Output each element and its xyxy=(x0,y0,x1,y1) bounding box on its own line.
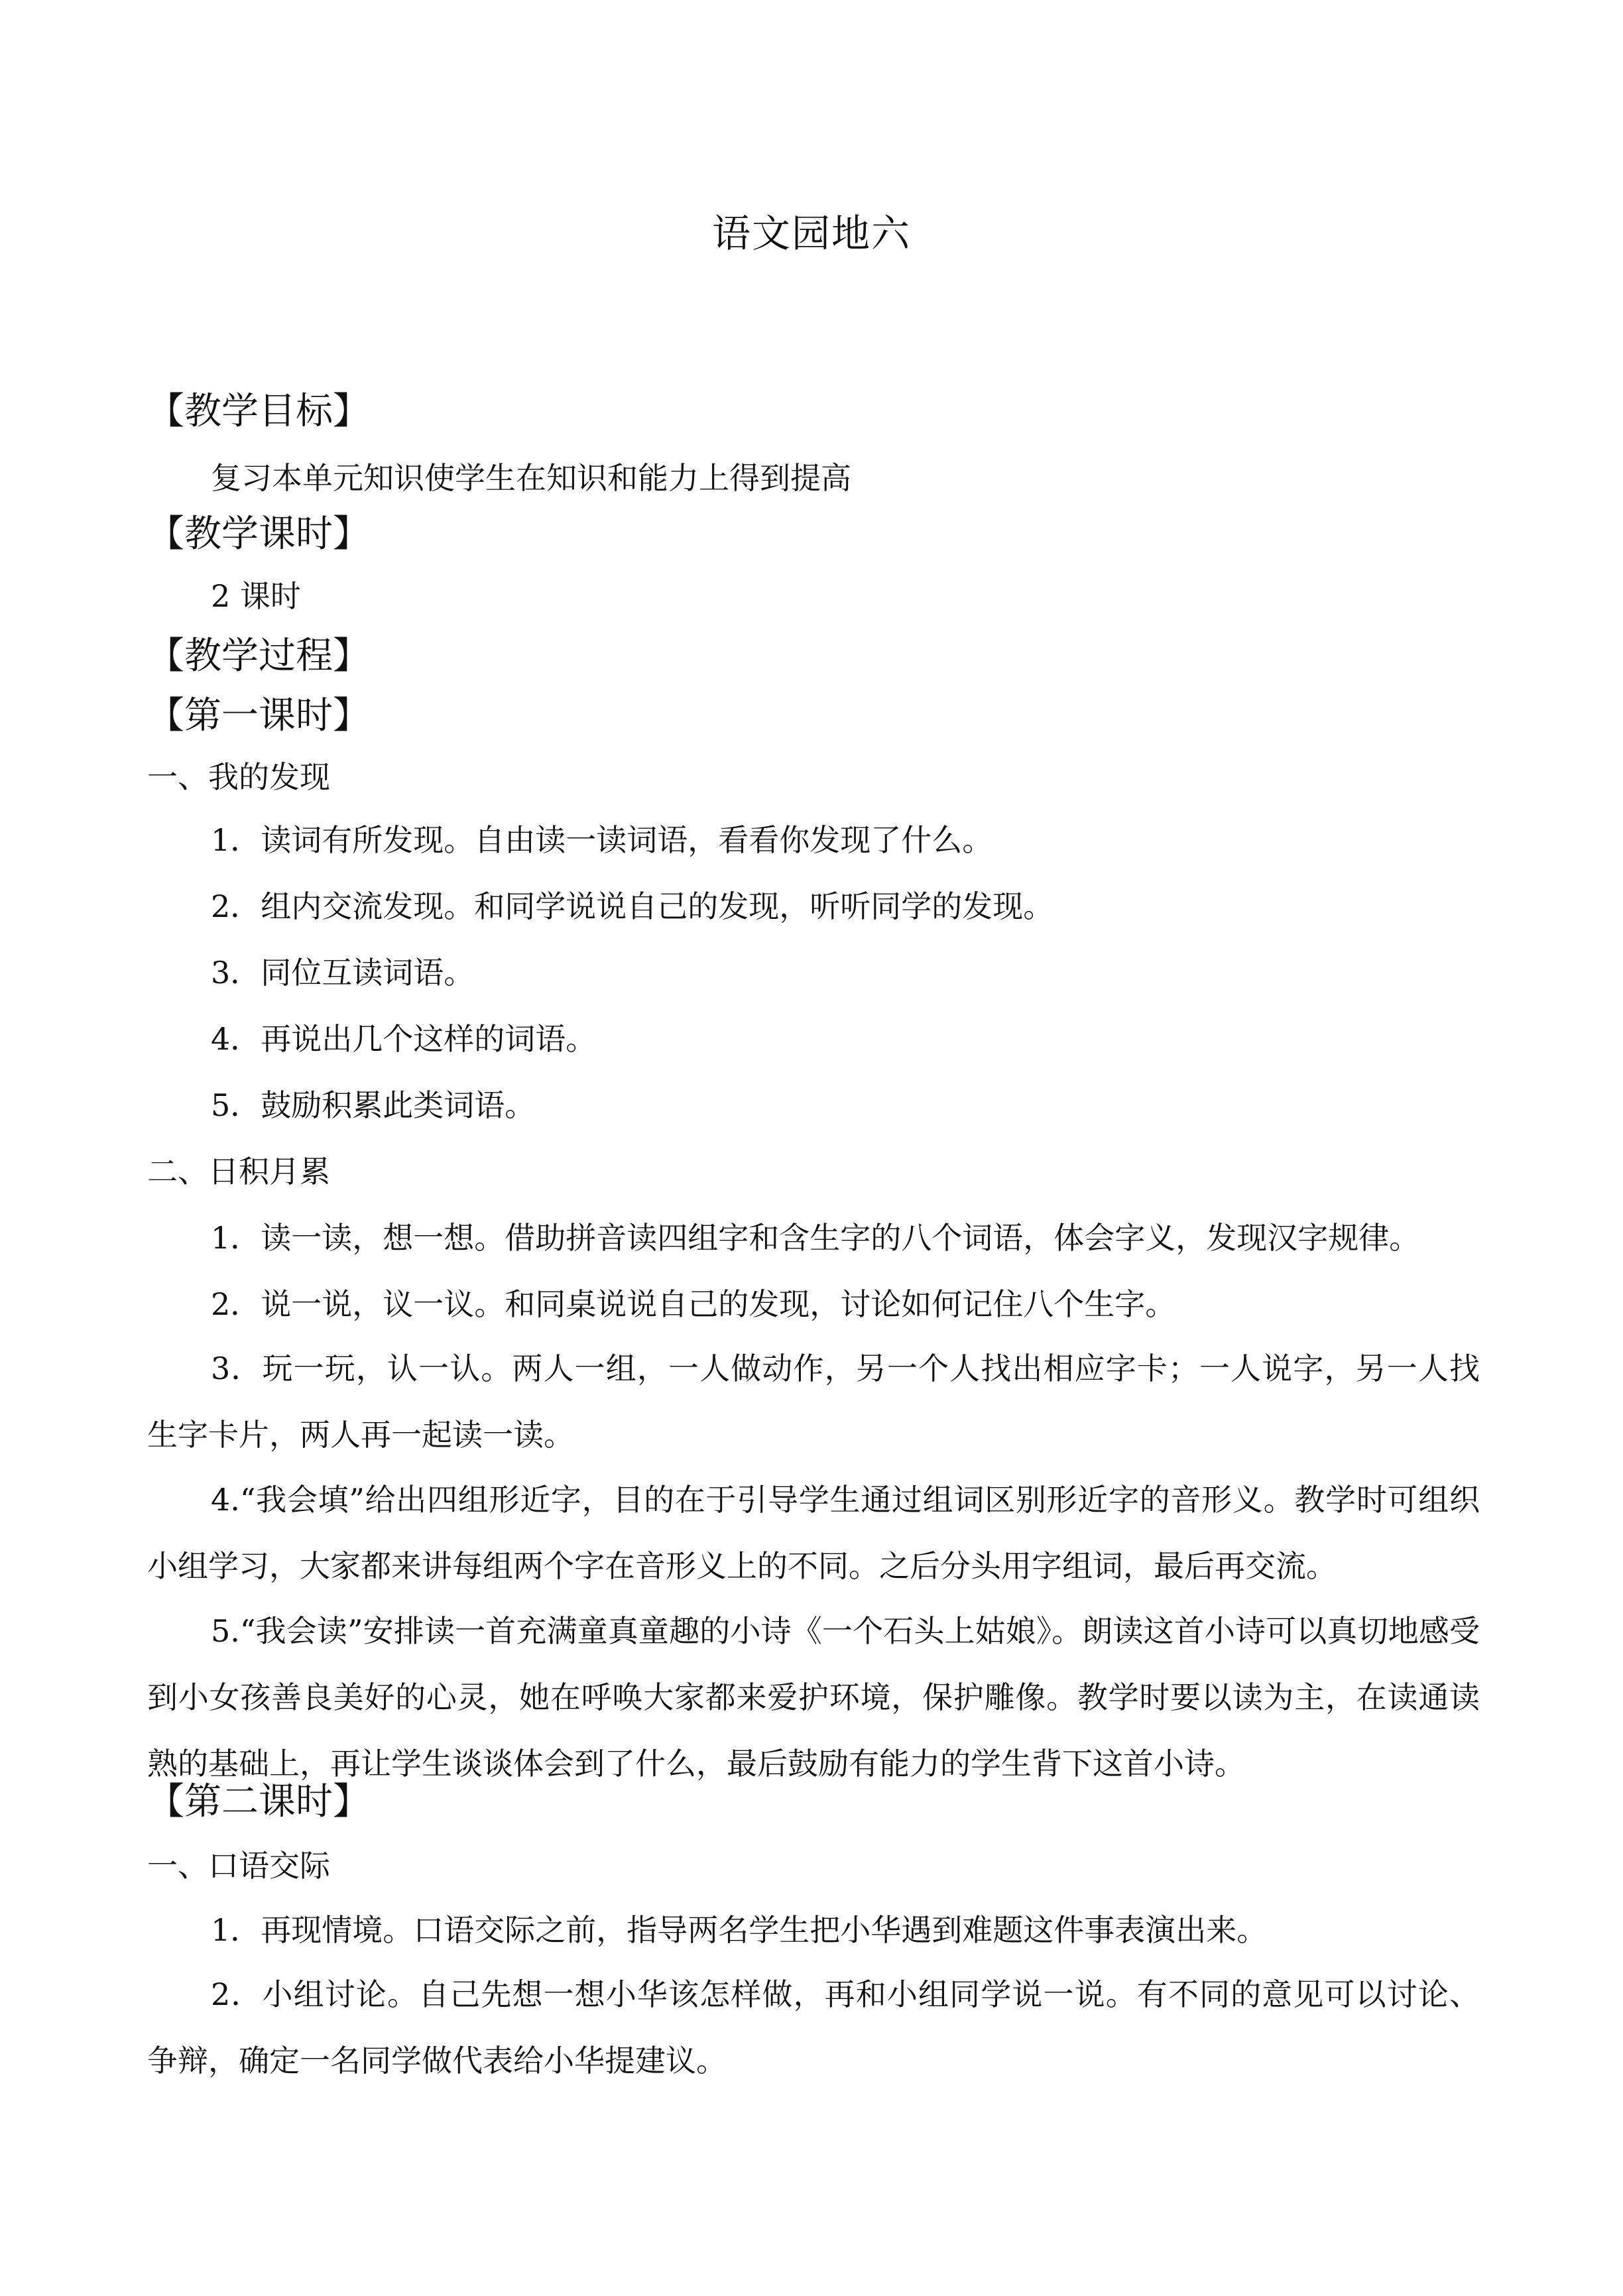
list-item: 1．读词有所发现。自由读一读词语，看看你发现了什么。 xyxy=(211,822,993,858)
objectives-text: 复习本单元知识使学生在知识和能力上得到提高 xyxy=(211,460,851,496)
list-item: 2．组内交流发现。和同学说说自己的发现，听听同学的发现。 xyxy=(211,888,1054,924)
lesson2-part1-title: 一、口语交际 xyxy=(147,1848,330,1884)
list-item: 4．再说出几个这样的词语。 xyxy=(211,1021,597,1057)
paragraph-discussion: 2．小组讨论。自己先想一想小华该怎样做，再和小组同学说一说。有不同的意见可以讨论、争辩，确定一名同学做代表给小华提建议。 xyxy=(147,1976,1480,2079)
paragraph-item-5: 5.“我会读”安排读一首充满童真童趣的小诗《一个石头上姑娘》。朗读这首小诗可以真切地感受到小女孩善良美好的心灵，她在呼唤大家都来爱护环境，保护雕像。教学时要以读为主，在读通读熟的基础上，再让学生谈谈体会到了什么，最后鼓励有能力的学生背下这首小诗。 xyxy=(147,1613,1480,1782)
lesson1-part1-title: 一、我的发现 xyxy=(147,759,330,795)
list-item: 3．同位互读词语。 xyxy=(211,955,475,991)
process-heading: 【教学过程】 xyxy=(147,634,370,678)
list-item: 2．说一说，议一议。和同桌说说自己的发现，讨论如何记住八个生字。 xyxy=(211,1286,1176,1322)
list-item: 1．读一读，想一想。借助拼音读四组字和含生字的八个词语，体会字义，发现汉字规律。 xyxy=(211,1220,1420,1256)
paragraph-item-4: 4.“我会填”给出四组形近字，目的在于引导学生通过组词区别形近字的音形义。教学时可组织小组学习，大家都来讲每组两个字在音形义上的不同。之后分头用字组词，最后再交流。 xyxy=(147,1482,1480,1584)
paragraph-item-3: 3．玩一玩，认一认。两人一组，一人做动作，另一个人找出相应字卡；一人说字，另一人找生字卡片，两人再一起读一读。 xyxy=(147,1351,1480,1453)
lesson1-part2-title: 二、日积月累 xyxy=(147,1154,330,1189)
objectives-heading: 【教学目标】 xyxy=(147,390,370,433)
lesson2-heading: 【第二课时】 xyxy=(147,1780,370,1823)
page-title: 语文园地六 xyxy=(711,211,911,256)
hours-heading: 【教学课时】 xyxy=(147,513,370,556)
list-item: 1．再现情境。口语交际之前，指导两名学生把小华遇到难题这件事表演出来。 xyxy=(211,1912,1268,1948)
list-item: 5．鼓励积累此类词语。 xyxy=(211,1087,536,1123)
lesson1-heading: 【第一课时】 xyxy=(147,694,370,737)
hours-text: 2 课时 xyxy=(211,578,301,614)
